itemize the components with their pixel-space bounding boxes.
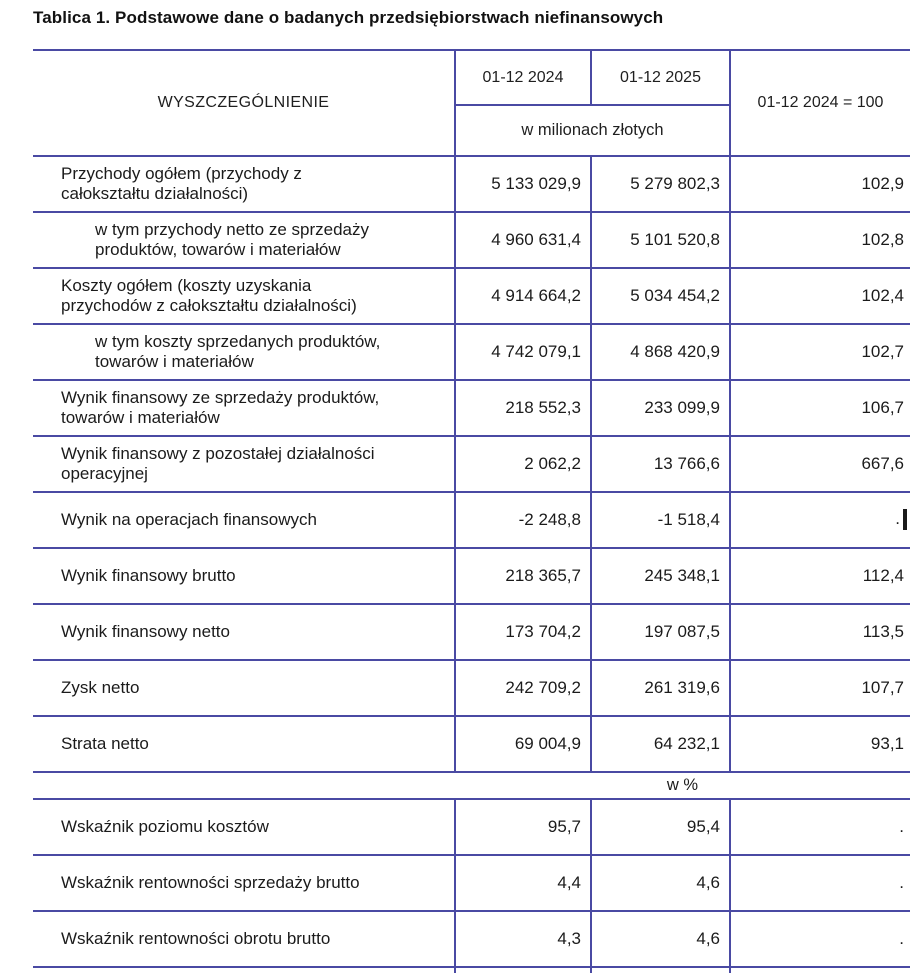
- column-header-specification: WYSZCZEGÓLNIENIE: [157, 94, 330, 111]
- value-ratio: 102,9: [730, 156, 910, 212]
- value-ratio: 102,7: [730, 324, 910, 380]
- table-body: [33, 156, 910, 973]
- row-label: Koszty ogółem (koszty uzyskania przychodów z całokształtu działalności): [61, 275, 357, 315]
- row-label: Wynik finansowy ze sprzedaży produktów, towarów i materiałów: [61, 387, 380, 427]
- value-2025: 4,6: [591, 855, 730, 911]
- value-ratio: .: [730, 492, 910, 548]
- value-2025: 233 099,9: [591, 380, 730, 436]
- value-2024: 218 552,3: [455, 380, 591, 436]
- value-2025: 95,4: [591, 799, 730, 855]
- row-label: Przychody ogółem (przychody z całokształtu działalności): [61, 163, 302, 203]
- section-header-percent: w %: [666, 776, 699, 794]
- table-row: [33, 380, 910, 436]
- table-row: [33, 492, 910, 548]
- value-2025: 13 766,6: [591, 436, 730, 492]
- row-label: Wskaźnik poziomu kosztów: [61, 816, 269, 836]
- value-2025: 245 348,1: [591, 548, 730, 604]
- table-row: [33, 548, 910, 604]
- row-label: Wynik na operacjach finansowych: [61, 509, 317, 529]
- table-row: [33, 799, 910, 855]
- table-row: [33, 156, 910, 212]
- value-2024: 4,4: [455, 855, 591, 911]
- row-label: Strata netto: [61, 733, 149, 753]
- value-ratio: .: [730, 855, 910, 911]
- value-2024: 242 709,2: [455, 660, 591, 716]
- unit-header-millions-zloty: w milionach złotych: [455, 105, 730, 156]
- column-header-ratio: 01-12 2024 = 100: [730, 50, 910, 156]
- value-ratio: .: [730, 799, 910, 855]
- table-row: [33, 268, 910, 324]
- value-ratio: 106,7: [730, 380, 910, 436]
- value-ratio: 102,4: [730, 268, 910, 324]
- value-2025: 4,6: [591, 911, 730, 967]
- value-2025: 64 232,1: [591, 716, 730, 772]
- value-ratio: 93,1: [730, 716, 910, 772]
- value-2024: 4,3: [455, 911, 591, 967]
- value-2025: 261 319,6: [591, 660, 730, 716]
- value-2024: 95,7: [455, 799, 591, 855]
- column-header-period-2024: 01-12 2024: [455, 50, 591, 105]
- value-2024: 4 742 079,1: [455, 324, 591, 380]
- value-ratio: 113,5: [730, 604, 910, 660]
- row-label: Wskaźnik rentowności sprzedaży brutto: [61, 872, 360, 892]
- value-ratio: 102,8: [730, 212, 910, 268]
- column-header-period-2025: 01-12 2025: [591, 50, 730, 105]
- text-cursor: [903, 509, 907, 530]
- row-label: Wynik finansowy z pozostałej działalności operacyjnej: [61, 443, 375, 483]
- row-label: Wskaźnik rentowności obrotu brutto: [61, 928, 331, 948]
- value-2024: 173 704,2: [455, 604, 591, 660]
- value-2025: 5 279 802,3: [591, 156, 730, 212]
- table-row: [33, 436, 910, 492]
- table-header: [33, 50, 910, 156]
- row-label: Wynik finansowy brutto: [61, 565, 236, 585]
- value-2025: -1 518,4: [591, 492, 730, 548]
- value-2024: 4 914 664,2: [455, 268, 591, 324]
- value-ratio: .: [730, 911, 910, 967]
- row-label: Wynik finansowy netto: [61, 621, 230, 641]
- table-cutoff-row: [33, 967, 910, 973]
- table-row: [33, 604, 910, 660]
- value-ratio: 112,4: [730, 548, 910, 604]
- table-row: [33, 212, 910, 268]
- table-row: [33, 911, 910, 967]
- table-row: [33, 324, 910, 380]
- value-2025: 197 087,5: [591, 604, 730, 660]
- row-label: w tym przychody netto ze sprzedaży produktów, towarów i materiałów: [95, 219, 370, 259]
- value-2024: 218 365,7: [455, 548, 591, 604]
- statistics-table: [33, 49, 910, 973]
- row-label: Zysk netto: [61, 677, 140, 697]
- value-2024: 69 004,9: [455, 716, 591, 772]
- table-row: [33, 855, 910, 911]
- value-2024: 4 960 631,4: [455, 212, 591, 268]
- value-ratio: 107,7: [730, 660, 910, 716]
- section-header-row: [33, 772, 910, 799]
- value-ratio: 667,6: [730, 436, 910, 492]
- value-2024: 2 062,2: [455, 436, 591, 492]
- value-2025: 5 101 520,8: [591, 212, 730, 268]
- value-2025: 5 034 454,2: [591, 268, 730, 324]
- row-label: w tym koszty sprzedanych produktów, towarów i materiałów: [95, 331, 381, 371]
- value-2024: -2 248,8: [455, 492, 591, 548]
- table-row: [33, 716, 910, 772]
- value-2025: 4 868 420,9: [591, 324, 730, 380]
- table-row: [33, 660, 910, 716]
- value-2024: 5 133 029,9: [455, 156, 591, 212]
- table-title: Tablica 1. Podstawowe dane o badanych przedsiębiorstwach niefinansowych: [33, 8, 664, 27]
